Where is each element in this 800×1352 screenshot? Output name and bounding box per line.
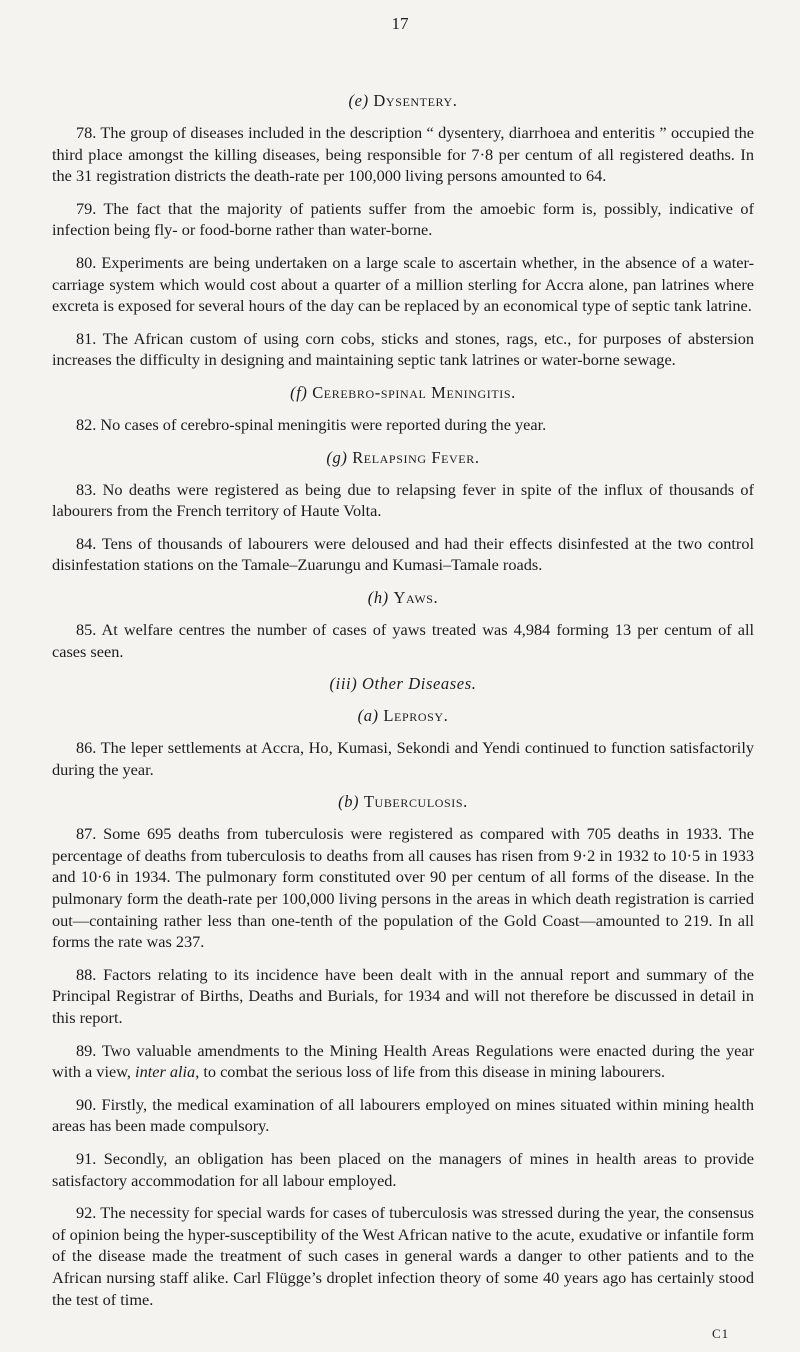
section-heading — [52, 382, 754, 404]
heading-prefix: (g) — [326, 447, 348, 467]
section-heading — [52, 791, 754, 813]
section-heading — [52, 447, 754, 469]
heading-title: Other Diseases. — [362, 674, 477, 694]
signature-mark: C1 — [712, 1326, 730, 1341]
paragraph: 78. The group of diseases included in the description “ dysentery, diarrhoea and enteritis ” occupied the third place amongst the killing diseases, being responsible for 7·8 per centum of all registered deaths. In the 31 registration districts the death-rate per 100,000 living persons amounted to 64. — [52, 123, 754, 186]
heading-title: Leprosy. — [383, 706, 449, 726]
heading-title: Yaws. — [393, 587, 439, 607]
paragraph: 89. Two valuable amendments to the Mining Health Areas Regulations were enacted during the year with a view, inter alia, to combat the serious loss of life from this disease in mining labourers. — [52, 1040, 754, 1082]
paragraph: 85. At welfare centres the number of cases of yaws treated was 4,984 forming 13 per centum of all cases seen. — [52, 619, 754, 661]
section-subheading — [52, 673, 754, 695]
paragraph: 86. The leper settlements at Accra, Ho, Kumasi, Sekondi and Yendi continued to function satisfactorily during the year. — [52, 738, 754, 779]
heading-prefix: (a) — [357, 706, 379, 726]
section-heading — [52, 90, 754, 112]
paragraph: 88. Factors relating to its incidence have been dealt with in the annual report and summary of the Principal Registrar of Births, Deaths and Burials, for 1934 and will not therefore be discussed in detail in this report. — [52, 964, 754, 1028]
paragraph: 80. Experiments are being undertaken on a large scale to ascertain whether, in the absence of a water-carriage system which would cost about a quarter of a million sterling for Accra alone, pan latrines where excreta is exposed for several hours of the day can be replaced by an economical type of septic tank latrine. — [52, 252, 754, 316]
heading-title: Dysentery. — [373, 91, 458, 110]
heading-prefix: (iii) — [329, 674, 358, 694]
section-heading — [52, 705, 754, 727]
paragraph: 87. Some 695 deaths from tuberculosis were registered as compared with 705 deaths in 1933. The percentage of deaths from tuberculosis to deaths from all causes has risen from 9·2 in 1932 to 10·5 in 1933 and 10·6 in 1934. The pulmonary form constituted over 90 per centum of all forms of the disease. In the pulmonary form the death-rate per 100,000 living persons in the areas in which death registration is carried out—containing rather less than one-tenth of the population of the Gold Coast—amounted to 219. In all forms the rate was 237. — [52, 824, 754, 952]
heading-prefix: (h) — [367, 587, 389, 607]
paragraph: 91. Secondly, an obligation has been placed on the managers of mines in health areas to provide satisfactory accommodation for all labour employed. — [52, 1149, 754, 1190]
heading-title: Tuberculosis. — [363, 792, 468, 812]
paragraph: 90. Firstly, the medical examination of all labourers employed on mines situated within mining health areas has been made compulsory. — [52, 1094, 754, 1136]
paragraph: 83. No deaths were registered as being due to relapsing fever in spite of the influx of thousands of labourers from the French territory of Haute Volta. — [52, 479, 754, 521]
paragraph: 84. Tens of thousands of labourers were deloused and had their effects disinfested at the two control disinfestation stations on the Tamale–Zuarungu and Kumasi–Tamale roads. — [52, 533, 754, 575]
paragraph: 81. The African custom of using corn cobs, sticks and stones, rags, etc., for purposes of abstersion increases the difficulty in designing and maintaining septic tank latrines or water-borne sewage. — [52, 328, 754, 370]
page-number: 17 — [391, 14, 409, 33]
heading-prefix: (b) — [338, 792, 360, 812]
heading-title: Relapsing Fever. — [352, 447, 480, 467]
section-heading — [52, 587, 754, 609]
paragraph: 79. The fact that the majority of patients suffer from the amoebic form is, possibly, indicative of infection being fly- or food-borne rather than water-borne. — [52, 198, 754, 240]
page-body — [52, 88, 754, 1321]
heading-prefix: (e) — [348, 91, 369, 110]
heading-title: Cerebro-spinal Meningitis. — [312, 382, 516, 402]
heading-prefix: (f) — [290, 382, 308, 402]
paragraph: 92. The necessity for special wards for cases of tuberculosis was stressed during the year, the consensus of opinion being the hyper-susceptibility of the West African native to the acute, exudative or infantile form of the disease made the treatment of such cases in general wards a danger to other patients and to the African nursing staff alike. Carl Flügge’s droplet infection theory of some 40 years ago has certainly stood the test of time. — [52, 1203, 754, 1309]
paragraph: 82. No cases of cerebro-spinal meningitis were reported during the year. — [76, 414, 547, 434]
